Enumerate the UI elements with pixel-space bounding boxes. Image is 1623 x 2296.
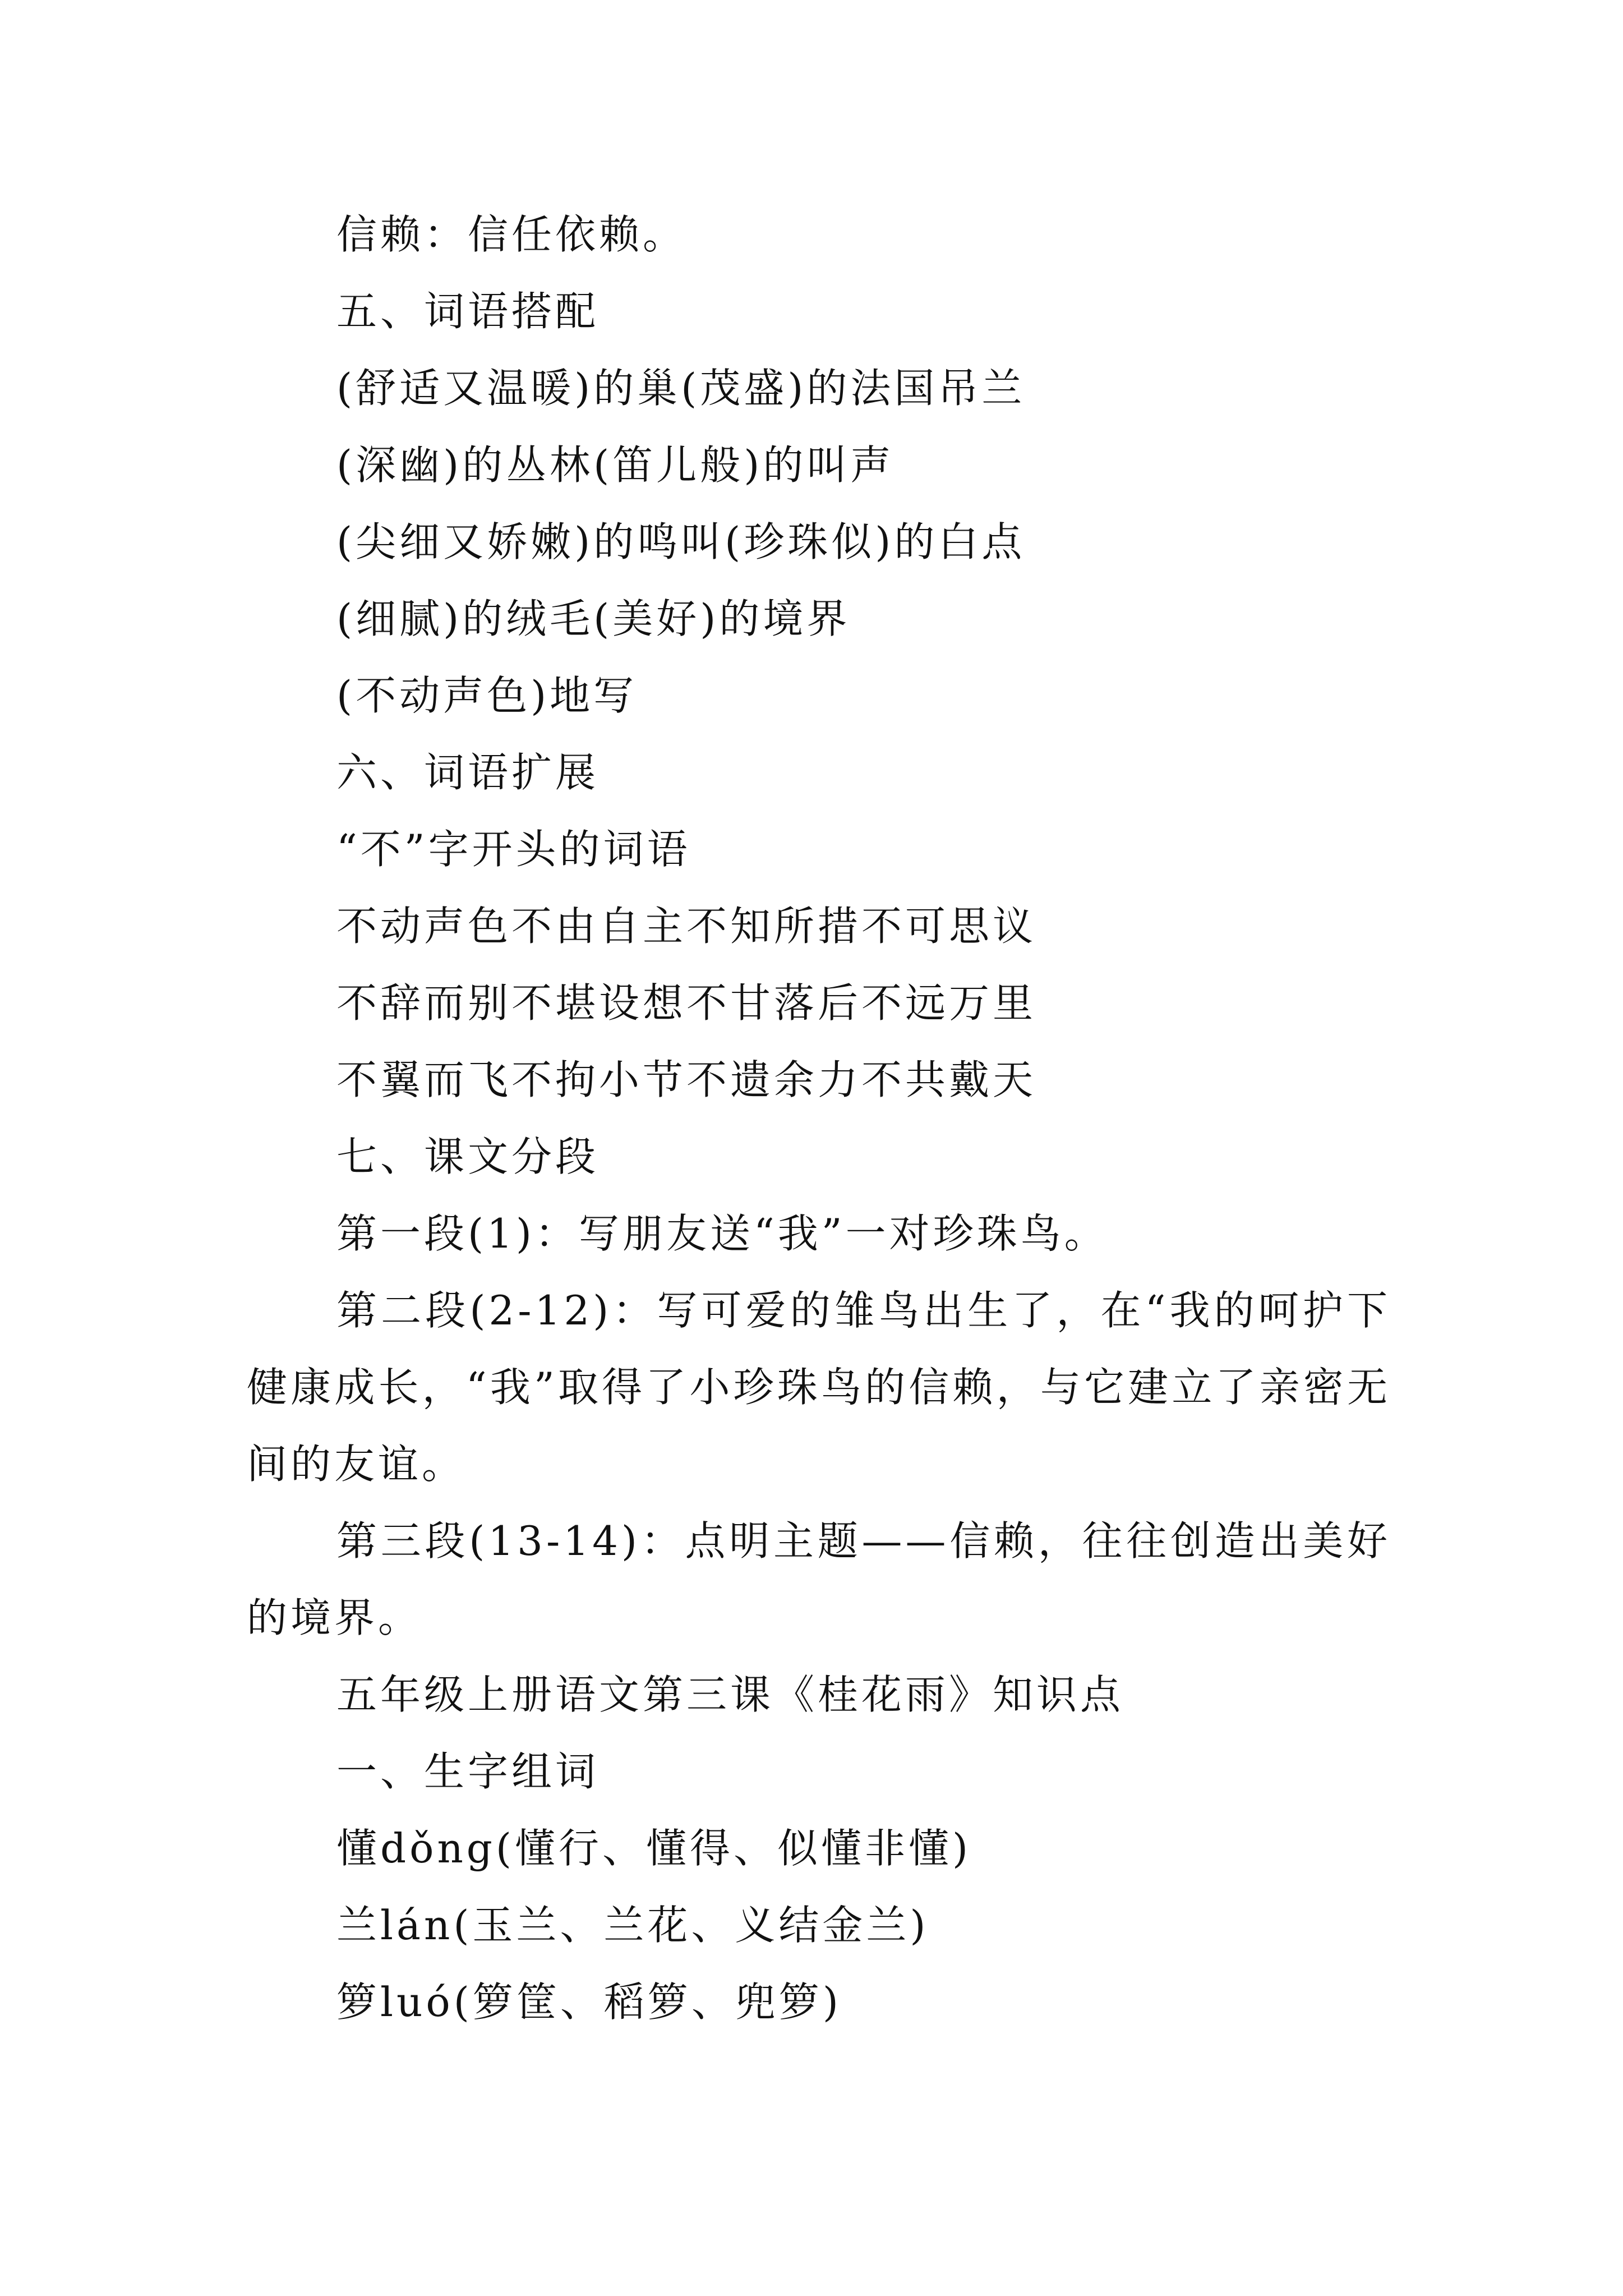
word-pair-line: (细腻)的绒毛(美好)的境界	[336, 595, 851, 642]
idiom-line: 不辞而别不堪设想不甘落后不远万里	[336, 979, 1037, 1027]
vocab-line: 箩luó(箩筐、稻箩、兜箩)	[336, 1978, 842, 2026]
definition-line: 信赖：信任依赖。	[336, 211, 687, 258]
lesson-title: 五年级上册语文第三课《桂花雨》知识点	[336, 1671, 1124, 1718]
word-pair-line: (深幽)的丛林(笛儿般)的叫声	[336, 441, 895, 489]
word-pair-line: (尖细又娇嫩)的鸣叫(珍珠似)的白点	[336, 518, 1026, 565]
word-pair-line: (舒适又温暖)的巢(茂盛)的法国吊兰	[336, 365, 1026, 412]
section-heading-new-characters: 一、生字组词	[336, 1748, 600, 1795]
word-pair-line: (不动声色)地写	[336, 672, 638, 719]
subheading-bu-words: “不”字开头的词语	[336, 826, 691, 873]
vocab-line: 兰lán(玉兰、兰花、义结金兰)	[336, 1902, 929, 1949]
document-body	[247, 196, 1391, 2041]
section-heading-word-pairing: 五、词语搭配	[336, 288, 600, 335]
section-heading-text-segmentation: 七、课文分段	[336, 1133, 600, 1180]
idiom-line: 不动声色不由自主不知所措不可思议	[336, 903, 1037, 950]
segment-one: 第一段(1)：写朋友送“我”一对珍珠鸟。	[336, 1210, 1108, 1257]
vocab-line: 懂dǒng(懂行、懂得、似懂非懂)	[336, 1825, 972, 1872]
segment-two: 第二段(2-12)：写可爱的雏鸟出生了，在“我的呵护下健康成长，“我”取得了小珍珠鸟的信赖，与它建立了亲密无间的友谊。	[247, 1287, 1391, 1488]
segment-three: 第三段(13-14)：点明主题——信赖，往往创造出美好的境界。	[247, 1517, 1391, 1641]
section-heading-word-extension: 六、词语扩展	[336, 749, 600, 796]
idiom-line: 不翼而飞不拘小节不遗余力不共戴天	[336, 1056, 1037, 1103]
